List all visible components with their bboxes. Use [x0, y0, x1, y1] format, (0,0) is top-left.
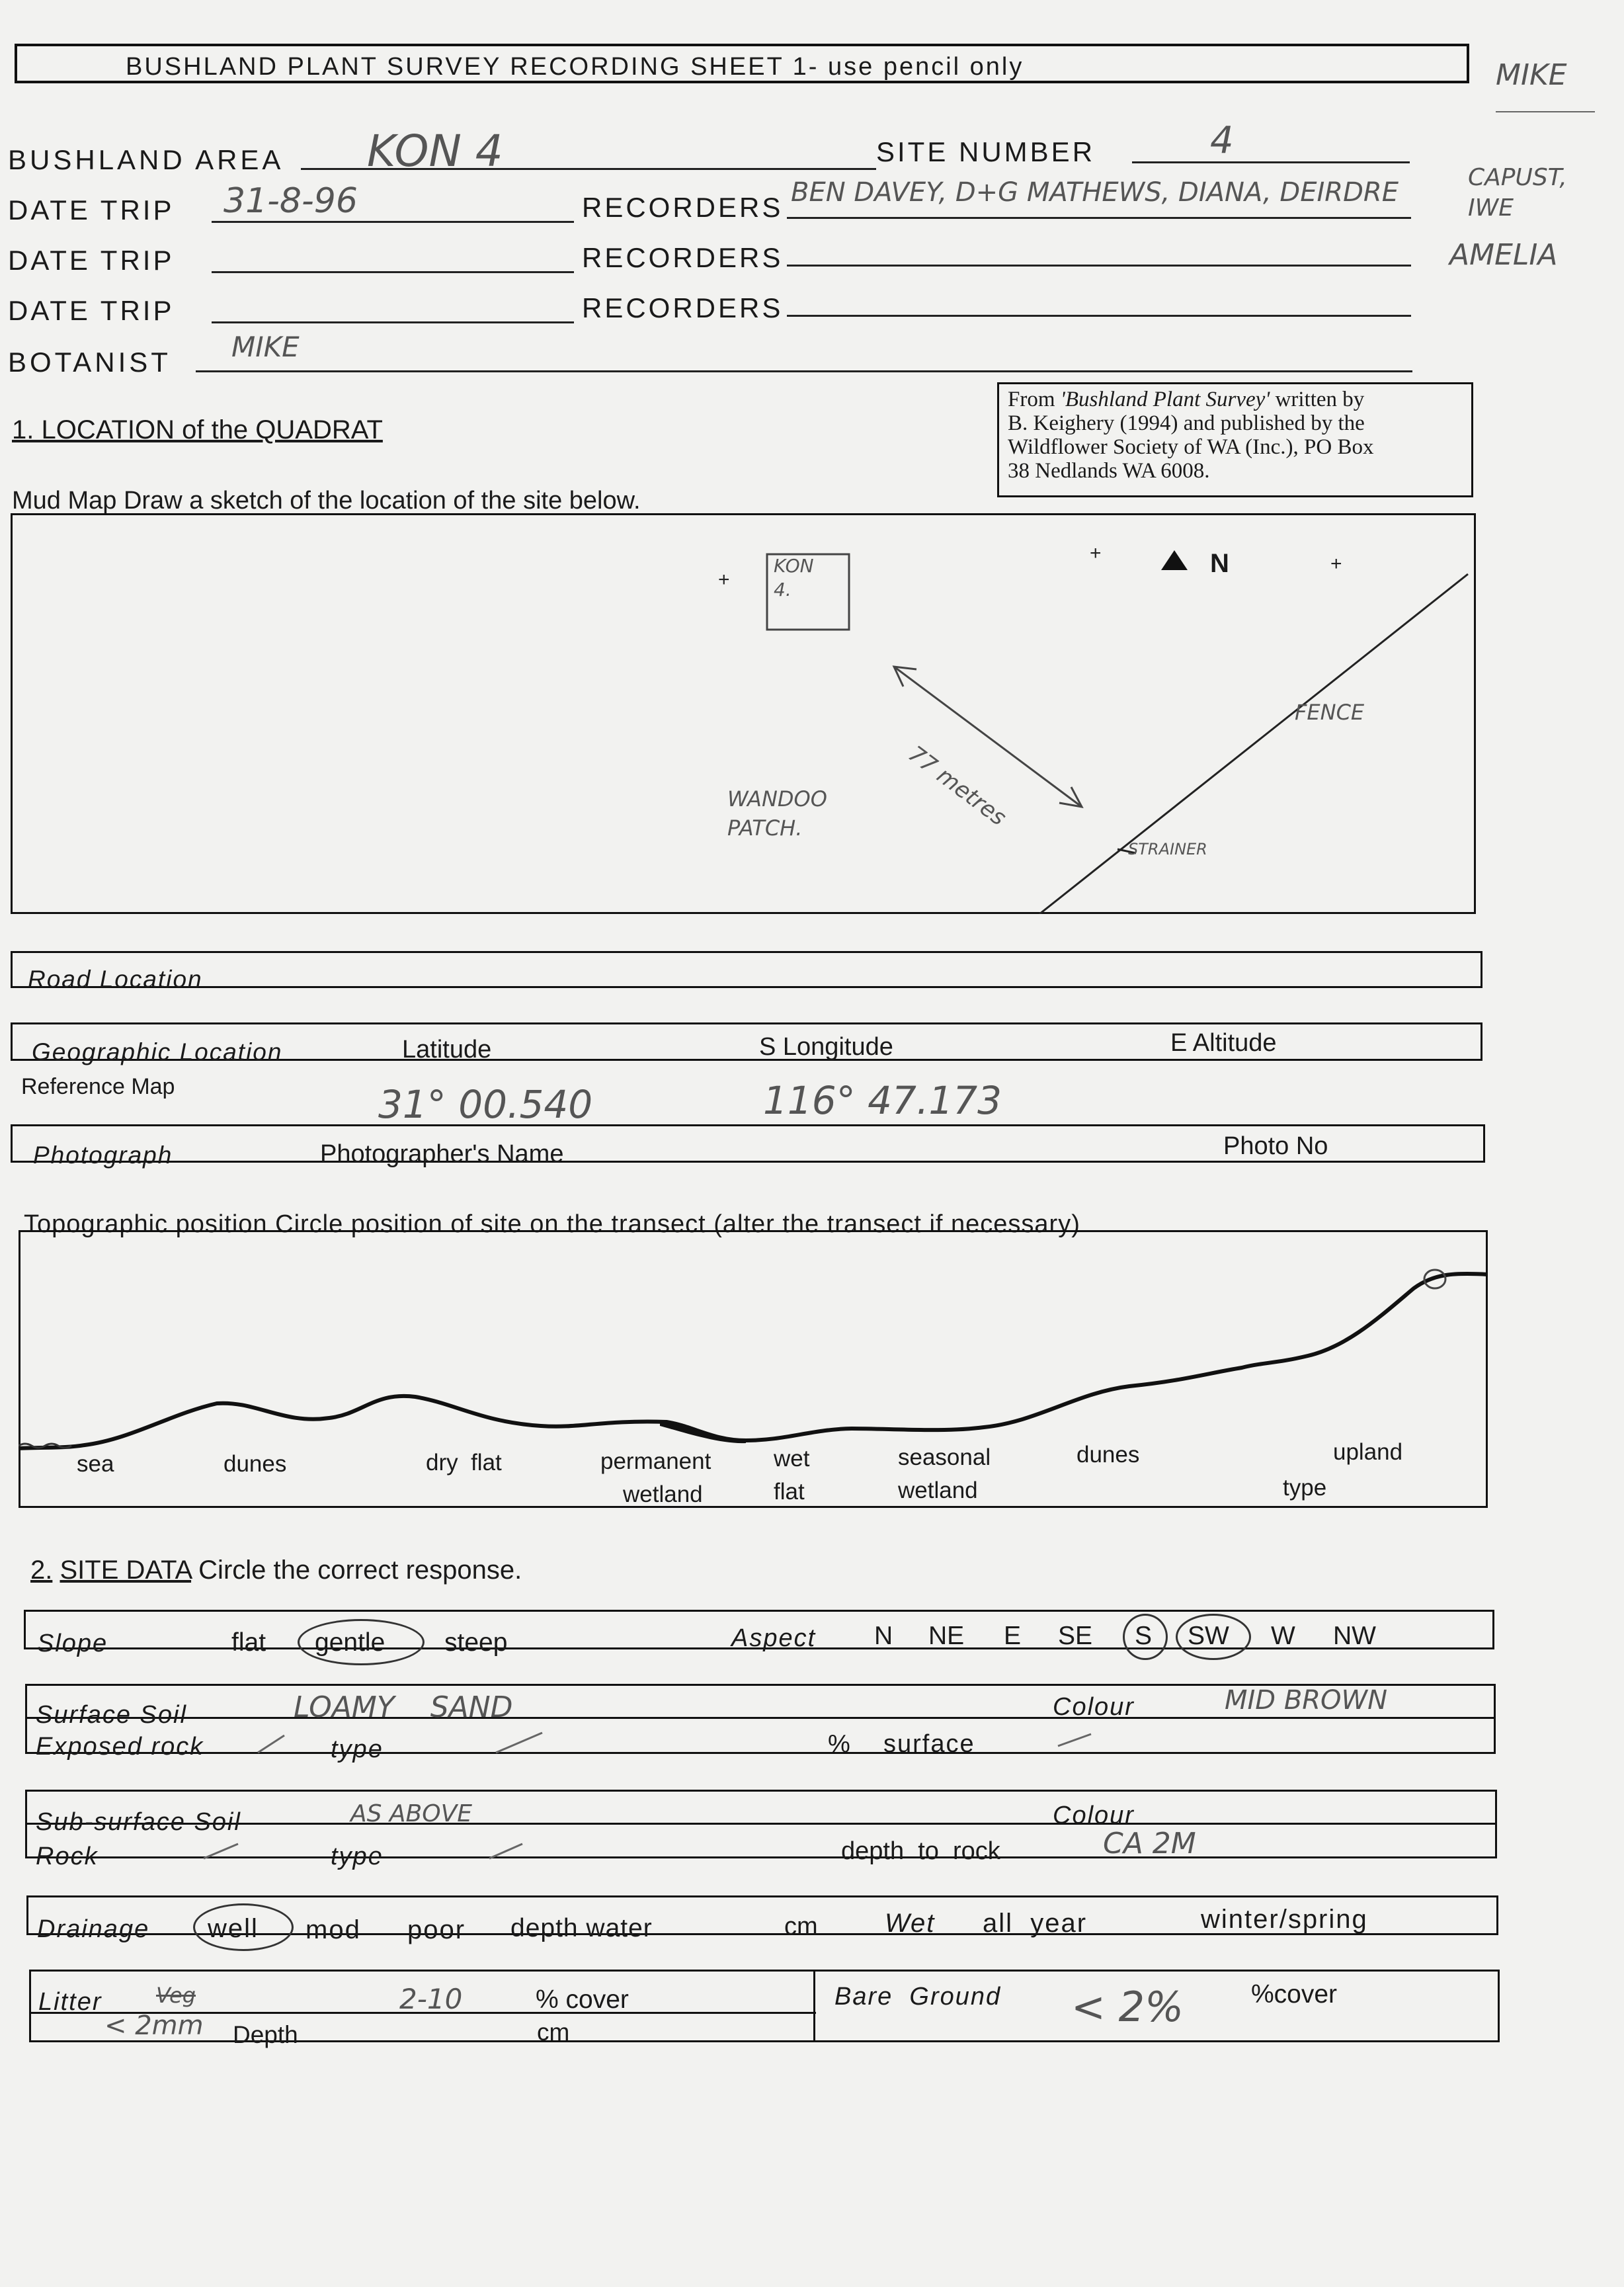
- latitude-value[interactable]: 31° 00.540: [378, 1082, 593, 1127]
- map-quadrat-label: KON 4.: [774, 555, 814, 601]
- aspect-label: Aspect: [731, 1624, 817, 1652]
- site-data-heading-text: SITE DATA: [60, 1556, 192, 1585]
- date-trip-value-1[interactable]: 31-8-96: [223, 181, 358, 221]
- site-number-label: SITE NUMBER: [876, 136, 1096, 167]
- botanist-label: BOTANIST: [8, 347, 171, 378]
- wet-winter-spring[interactable]: winter/spring: [1201, 1905, 1368, 1934]
- litter-depth-cm: cm: [537, 2018, 570, 2046]
- topo-seasonal: seasonal: [898, 1444, 991, 1470]
- drainage-well[interactable]: well: [208, 1914, 259, 1943]
- litter-depth-label: Depth: [233, 2021, 298, 2048]
- subsurface-soil-label: Sub-surface Soil: [36, 1808, 241, 1836]
- date-trip-label-1: DATE TRIP: [8, 194, 175, 226]
- reference-line-3: Wildflower Society of WA (Inc.), PO Box: [1008, 435, 1374, 459]
- bushland-area-label: BUSHLAND AREA: [8, 144, 284, 175]
- date-trip-line-1: [212, 221, 574, 223]
- recorders-value-1-cont[interactable]: CAPUST, IWE: [1468, 164, 1567, 222]
- topo-upland: upland: [1333, 1439, 1403, 1465]
- recorders-label-3: RECORDERS: [582, 292, 784, 323]
- litter-bare-divider: [813, 1970, 815, 2042]
- mud-map-label: Mud Map Draw a sketch of the location of the site below.: [12, 487, 641, 515]
- topo-seasonal-wetland: wetland: [898, 1477, 978, 1503]
- reference-text: [1008, 388, 1373, 483]
- topo-sea: sea: [77, 1451, 114, 1477]
- site-data-heading-num: 2.: [30, 1556, 53, 1585]
- slope-steep[interactable]: steep: [444, 1628, 508, 1657]
- sheet-title: BUSHLAND PLANT SURVEY RECORDING SHEET 1- use pencil only: [126, 53, 1024, 81]
- photo-no-label: Photo No: [1223, 1132, 1328, 1160]
- recorders-label-1: RECORDERS: [582, 192, 784, 223]
- slope-label: Slope: [37, 1630, 108, 1657]
- litter-label: Litter: [38, 1988, 102, 2016]
- surface-soil-label: Surface Soil: [36, 1701, 187, 1729]
- map-wandoo-label: WANDOO PATCH.: [727, 786, 827, 841]
- recorders-line-1: [787, 217, 1411, 219]
- botanist-value[interactable]: MIKE: [231, 331, 300, 363]
- site-number-value[interactable]: 4: [1210, 119, 1234, 162]
- exposed-rock-dashes: [251, 1726, 1111, 1759]
- aspect-ne[interactable]: NE: [928, 1622, 965, 1650]
- latitude-label: Latitude: [402, 1036, 492, 1063]
- subsurface-soil-value[interactable]: AS ABOVE: [350, 1800, 472, 1827]
- date-trip-label-3: DATE TRIP: [8, 295, 175, 326]
- depth-water-cm: cm: [784, 1913, 818, 1940]
- distance-arrow: [894, 667, 1082, 807]
- topo-permanent-wetland: wetland: [623, 1481, 703, 1507]
- aspect-e[interactable]: E: [1004, 1622, 1022, 1650]
- recorders-value-1[interactable]: BEN DAVEY, D+G MATHEWS, DIANA, DEIRDRE: [791, 177, 1399, 208]
- topo-dunes-1: dunes: [223, 1451, 287, 1477]
- surface-soil-value[interactable]: LOAMY SAND: [294, 1690, 513, 1724]
- aspect-se[interactable]: SE: [1058, 1622, 1093, 1650]
- aspect-w[interactable]: W: [1271, 1622, 1295, 1650]
- rock-dashes: [198, 1836, 529, 1862]
- site-data-instruction: Circle the correct response.: [198, 1556, 522, 1585]
- recorders-note-2[interactable]: AMELIA: [1449, 238, 1558, 272]
- drainage-label: Drainage: [37, 1915, 150, 1943]
- litter-cover-label: % cover: [536, 1985, 629, 2014]
- aspect-s-circle: [1123, 1614, 1168, 1660]
- aspect-n[interactable]: N: [874, 1622, 893, 1650]
- litter-depth-value[interactable]: < 2mm: [104, 2011, 204, 2041]
- topo-dunes-2: dunes: [1076, 1442, 1140, 1468]
- reference-map-label: Reference Map: [21, 1074, 175, 1099]
- recorders-line-3: [787, 315, 1411, 317]
- litter-struck-text: Veg: [156, 1983, 196, 2008]
- road-location-box[interactable]: [11, 951, 1482, 988]
- longitude-value[interactable]: 116° 47.173: [763, 1078, 1002, 1123]
- road-location-label: Road Location: [28, 966, 203, 993]
- rock-label: Rock: [36, 1843, 99, 1870]
- topo-permanent: permanent: [600, 1448, 711, 1474]
- drainage-mod[interactable]: mod: [305, 1915, 361, 1944]
- surface-colour-value[interactable]: MID BROWN: [1225, 1685, 1388, 1716]
- plus-mark-1: +: [718, 569, 730, 591]
- wet-all-year[interactable]: all year: [983, 1909, 1088, 1938]
- location-heading: 1. LOCATION of the QUADRAT: [12, 415, 383, 444]
- map-strainer-label: STRAINER: [1128, 840, 1207, 858]
- aspect-sw[interactable]: SW: [1188, 1622, 1229, 1650]
- date-trip-label-2: DATE TRIP: [8, 245, 175, 276]
- litter-cover-value[interactable]: 2-10: [399, 1983, 463, 2015]
- surface-colour-label: Colour: [1053, 1693, 1135, 1721]
- plus-mark-3: +: [1330, 553, 1342, 575]
- drainage-poor[interactable]: poor: [407, 1915, 466, 1944]
- topo-wet: wet: [774, 1446, 810, 1472]
- site-data-heading: [30, 1556, 522, 1585]
- altitude-label: E Altitude: [1170, 1029, 1277, 1057]
- site-number-line: [1132, 161, 1410, 163]
- surface-soil-divider: [25, 1717, 1496, 1719]
- bare-ground-value[interactable]: < 2%: [1071, 1983, 1184, 2031]
- geographic-location-label: Geographic Location: [32, 1038, 283, 1065]
- slope-gentle-circle: [298, 1619, 425, 1665]
- topographic-label: Topographic position Circle position of site on the transect (alter the transect if necessary): [24, 1210, 1080, 1238]
- rock-type-label: type: [331, 1843, 384, 1870]
- exposed-rock-label: Exposed rock: [36, 1733, 204, 1761]
- reference-line-1: From 'Bushland Plant Survey' written by: [1008, 388, 1365, 411]
- map-north-label: N: [1210, 549, 1229, 578]
- depth-to-rock-label: depth to rock: [841, 1837, 1000, 1865]
- bushland-area-value[interactable]: KON 4: [367, 126, 503, 177]
- botanist-line: [196, 370, 1412, 372]
- map-distance-label: 77 metres: [903, 741, 1012, 831]
- topo-dry-flat: dry flat: [426, 1450, 502, 1476]
- depth-water-label: depth water: [510, 1914, 653, 1942]
- slope-flat[interactable]: flat: [231, 1628, 266, 1657]
- slope-gentle[interactable]: gentle: [315, 1628, 386, 1657]
- topo-upland-type: type: [1283, 1475, 1327, 1501]
- mud-map-sketch: [11, 513, 1476, 914]
- date-trip-line-2: [212, 271, 574, 273]
- plus-mark-2: +: [1090, 542, 1102, 564]
- permanent-wetland-fill: [660, 1422, 746, 1443]
- transect-line: [19, 1274, 1488, 1448]
- exposed-rock-percent-label: %: [828, 1730, 850, 1758]
- corner-underline: [1496, 111, 1595, 112]
- aspect-nw[interactable]: NW: [1333, 1622, 1376, 1650]
- topo-wet-flat: flat: [774, 1479, 805, 1505]
- wet-label: Wet: [885, 1909, 936, 1938]
- fence-line: [1039, 574, 1468, 914]
- bare-ground-cover-label: %cover: [1251, 1980, 1338, 2009]
- exposed-rock-type-label: type: [331, 1735, 384, 1763]
- reference-line-2: B. Keighery (1994) and published by the: [1008, 411, 1365, 435]
- photograph-label: Photograph: [33, 1142, 173, 1169]
- recorders-label-2: RECORDERS: [582, 242, 784, 273]
- exposed-rock-surface-label: surface: [883, 1730, 975, 1758]
- depth-to-rock-value[interactable]: CA 2M: [1103, 1827, 1196, 1860]
- north-arrow-icon: [1161, 550, 1188, 570]
- subsurface-soil-divider: [25, 1823, 1497, 1825]
- photographer-label: Photographer's Name: [320, 1140, 564, 1168]
- aspect-s[interactable]: S: [1135, 1622, 1153, 1650]
- bare-ground-label: Bare Ground: [834, 1983, 1002, 2011]
- aspect-sw-circle: [1176, 1614, 1251, 1660]
- subsurface-colour-label: Colour: [1053, 1802, 1135, 1829]
- recorders-line-2: [787, 265, 1411, 267]
- corner-note: MIKE: [1496, 58, 1567, 92]
- reference-line-4: 38 Nedlands WA 6008.: [1008, 459, 1210, 483]
- date-trip-line-3: [212, 321, 574, 323]
- drainage-well-circle: [193, 1903, 294, 1951]
- map-fence-label: FENCE: [1295, 700, 1365, 725]
- longitude-label: S Longitude: [759, 1033, 893, 1061]
